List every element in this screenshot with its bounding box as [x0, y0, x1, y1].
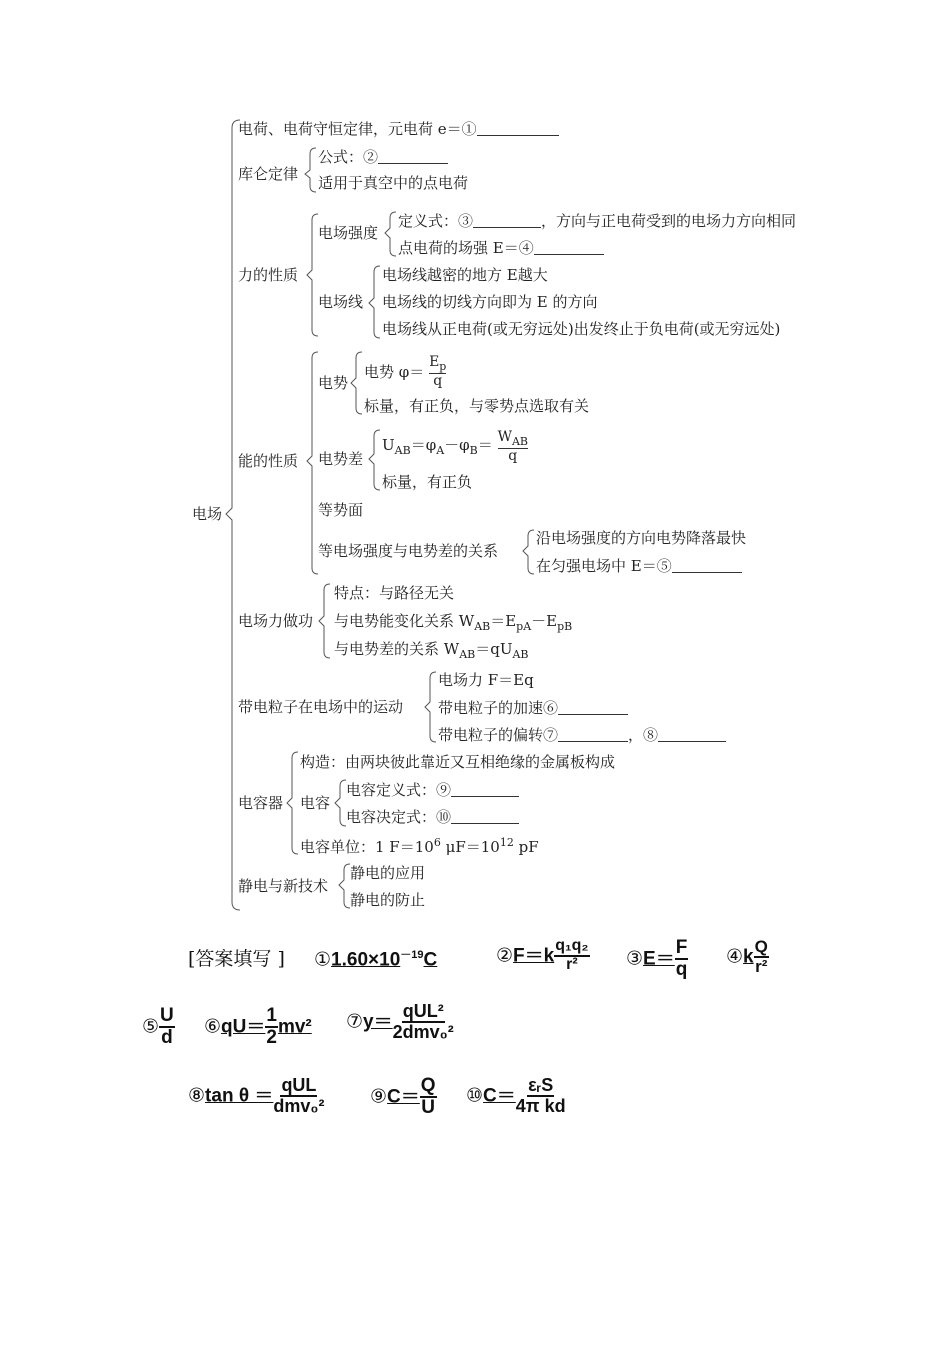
coulomb-formula: 公式：②	[318, 149, 448, 165]
answer-8: ⑧tan θ ＝ $\frac{\text{qUL}}{\text{dmv₀²}}$	[188, 1075, 325, 1116]
pd-formula: $U_{AB}=\varphi_A-\varphi_B=$ $W_{AB}$ q	[382, 429, 528, 464]
field-line-3: 电场线从正电荷(或无穷远处)出发终止于负电荷(或无穷远处)	[382, 320, 781, 338]
field-line-2: 电场线的切线方向即为 E 的方向	[382, 293, 598, 311]
capacitor-1: 构造：由两块彼此靠近又互相绝缘的金属板构成	[300, 753, 616, 771]
field-strength: 电场强度	[318, 224, 379, 242]
relation-1: 沿电场强度的方向电势降落最快	[536, 529, 747, 547]
answer-10: ⑩C＝ $\frac{\text{εᵣS}}{\text{4π kd}}$	[466, 1075, 566, 1116]
field-lines: 电场线	[318, 293, 364, 311]
answer-4: ④k $\frac{Q}{\text{r²}}$	[726, 937, 768, 976]
answer-6: ⑥qU＝ $\frac{1}{2}$ mv²	[204, 1005, 312, 1048]
energy-props: 能的性质	[238, 452, 299, 470]
capacitance-unit: 电容单位：1 $F=10^6$ $\mu F=10^{12}$ pF	[300, 836, 539, 856]
electrostatic-1: 静电的应用	[350, 864, 426, 882]
answer-1: $①1.60\times 10^{-19}C$	[314, 949, 438, 971]
capacitance: 电容	[300, 794, 331, 812]
relation: 等电场强度与电势差的关系	[318, 542, 499, 560]
charge-line: 电荷、电荷守恒定律，元电荷 e＝①	[238, 121, 559, 137]
motion-2: 带电粒子的加速⑥	[438, 700, 628, 716]
work: 电场力做功	[238, 612, 314, 630]
work-3: 与电势差的关系 $W_{AB}=qU_{AB}$	[334, 640, 529, 661]
potential: 电势	[318, 374, 349, 392]
capacitance-def: 电容定义式：⑨	[346, 782, 519, 798]
coulomb-scope: 适用于真空中的点电荷	[318, 174, 469, 192]
force-props: 力的性质	[238, 266, 299, 284]
motion: 带电粒子在电场中的运动	[238, 698, 404, 716]
work-2: 与电势能变化关系 $W_{AB}=E_{pA}-E_{pB}$	[334, 612, 573, 633]
point-charge-field: 点电荷的场强 E＝④	[398, 240, 604, 256]
answer-9: ⑨C＝ $\frac{Q}{U}$	[370, 1075, 436, 1118]
answer-7: ⑦y＝ $\frac{\text{qUL²}}{\text{2dmv₀²}}$	[346, 1001, 454, 1042]
electrostatic-tech: 静电与新技术	[238, 877, 329, 895]
field-line-1: 电场线越密的地方 E越大	[382, 266, 548, 284]
equipotential: 等势面	[318, 501, 364, 519]
def-formula: 定义式：③ ，方向与正电荷受到的电场力方向相同	[398, 212, 797, 230]
root-electric-field: 电场	[192, 505, 223, 523]
capacitor-group: 电容器	[238, 794, 284, 812]
relation-2: 在匀强电场中 E＝⑤	[536, 558, 742, 574]
potential-formula: 电势 φ＝ $\frac{E_p}{q}$	[364, 354, 447, 389]
potential-scalar: 标量，有正负，与零势点选取有关	[364, 397, 590, 415]
motion-1: 电场力 F＝Eq	[438, 671, 534, 689]
work-1: 特点：与路径无关	[334, 584, 455, 602]
motion-3: 带电粒子的偏转⑦ ，⑧	[438, 727, 726, 743]
potential-difference: 电势差	[318, 450, 364, 468]
answer-3: ③E＝ $\frac{F}{q}$	[626, 937, 688, 980]
electrostatic-2: 静电的防止	[350, 891, 426, 909]
answer-5: ⑤ $\frac{U}{d}$	[142, 1005, 174, 1048]
coulomb-law: 库仑定律	[238, 165, 299, 183]
pd-scalar: 标量，有正负	[382, 473, 473, 491]
capacitance-det: 电容决定式：⑩	[346, 809, 519, 825]
answers-heading: [答案填写 ]	[188, 948, 285, 970]
answer-2: ②F＝k $\frac{\text{q₁q₂}}{\text{r²}}$	[496, 937, 589, 973]
